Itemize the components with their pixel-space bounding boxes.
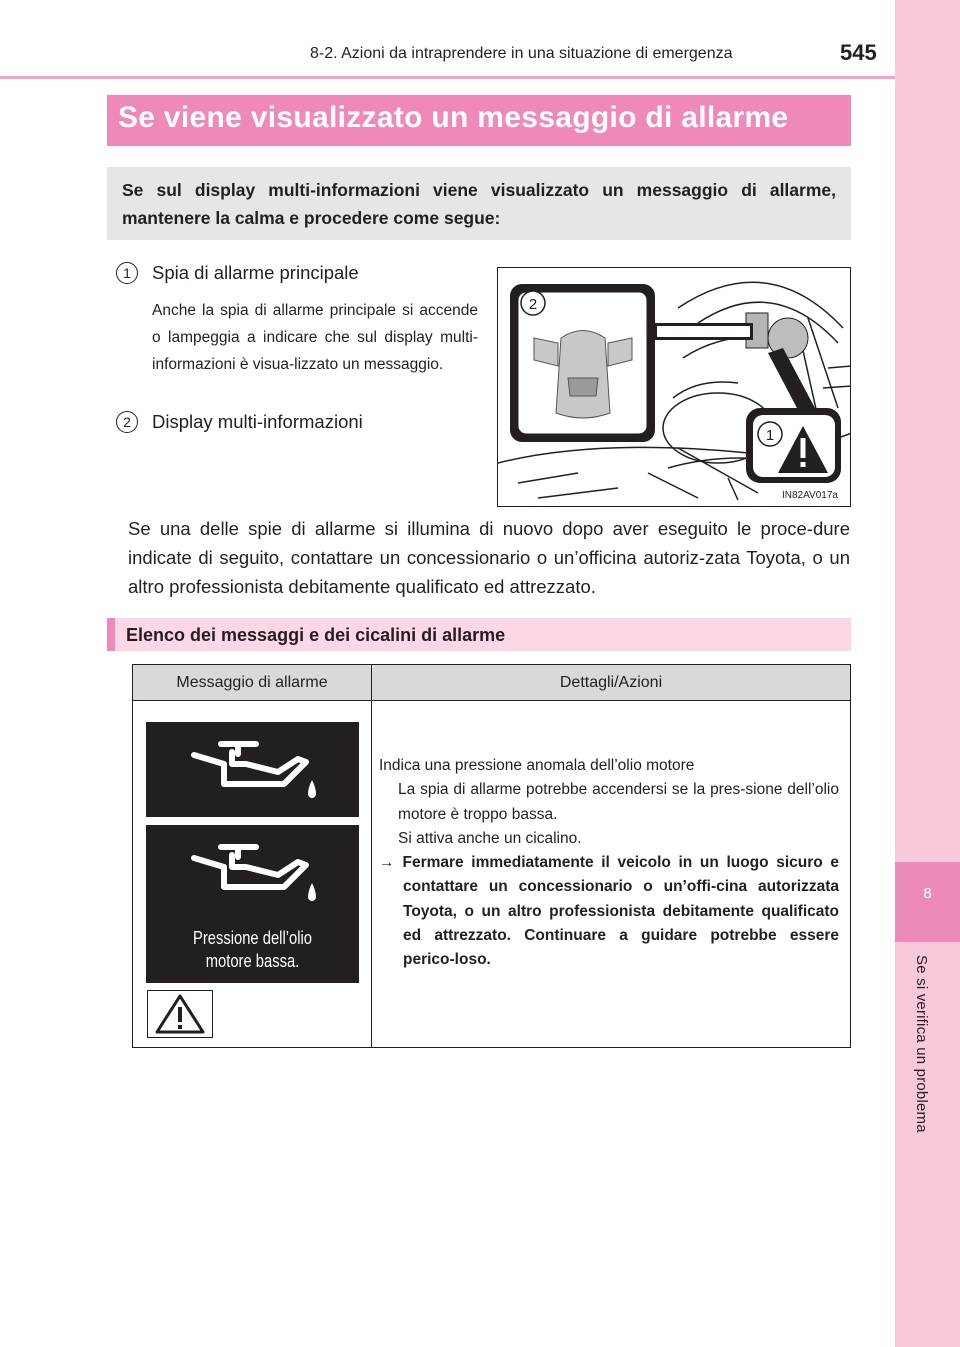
callout-1-label: Spia di allarme principale: [152, 262, 359, 283]
page-title: Se viene visualizzato un messaggio di allarme: [118, 101, 789, 134]
table-column-divider: [371, 664, 372, 1048]
note-paragraph: Se una delle spie di allarme si illumina di nuovo dopo aver eseguito le proce-dure indicate di seguito, contattare un concessionario o un’officina autoriz-zata Toyota, o un altro professionista debitamente qualificato ed attrezzato.: [128, 518, 850, 597]
figure-callout-1: 1: [765, 427, 775, 444]
header-rule: [0, 76, 895, 79]
detail-indent-2: Si attiva anche un cicalino.: [398, 829, 582, 847]
chapter-title: Se si verifica un problema: [913, 955, 930, 1133]
callout-2-number: 2: [116, 411, 138, 433]
subsection-title: Elenco dei messaggi e dei cicalini di allarme: [126, 625, 506, 645]
oil-can-icon: [146, 825, 359, 925]
details-cell: [379, 754, 839, 973]
message-line-2: motore bassa.: [205, 951, 300, 971]
callout-2-label: Display multi-informazioni: [152, 411, 363, 432]
dashboard-drawing: [498, 268, 851, 507]
message-line-1: Pressione dell’olio: [193, 928, 312, 948]
oil-pressure-warning-tile: [146, 722, 359, 817]
dashboard-illustration: [497, 267, 851, 507]
figure-code: IN82AV017a: [782, 490, 838, 501]
table-header-message: Messaggio di allarme: [176, 674, 328, 691]
detail-indent-1: La spia di allarme potrebbe accendersi se la pres-sione dell’olio motore è troppo bassa.: [398, 781, 839, 823]
intro-text: Se sul display multi-informazioni viene visualizzato un messaggio di allarme, mantenere la calma e procedere come segue:: [122, 180, 836, 228]
chapter-box: [895, 862, 960, 942]
subsection-accent: [107, 618, 115, 651]
arrow-icon: →: [379, 854, 395, 872]
figure-callout-2: 2: [528, 296, 538, 313]
detail-main: Indica una pressione anomala dell’olio motore: [379, 757, 695, 774]
oil-can-icon: [146, 722, 359, 817]
table-header-details: Dettagli/Azioni: [559, 674, 663, 691]
detail-action-text: Fermare immediatamente il veicolo in un luogo sicuro e contattare un concessionario o un’offi-cina autorizzata Toyota, o un altro professionista debitamente qualificato ed attrezzato. Continuare a guidare potrebbe essere perico-loso.: [402, 854, 839, 969]
callout-1-number: 1: [116, 262, 138, 284]
callout-1-description: Anche la spia di allarme principale si accende o lampeggia a indicare che sul display multi-informazioni è visua-lizzato un messaggio.: [152, 302, 478, 373]
detail-action: [379, 851, 839, 972]
page-number: 545: [840, 40, 877, 65]
warning-triangle-icon: [148, 991, 212, 1037]
section-header: 8-2. Azioni da intraprendere in una situazione di emergenza: [310, 45, 733, 62]
warning-buzzer-tile: [147, 990, 213, 1038]
chapter-number: 8: [923, 885, 932, 902]
oil-pressure-message-text: [165, 927, 340, 973]
